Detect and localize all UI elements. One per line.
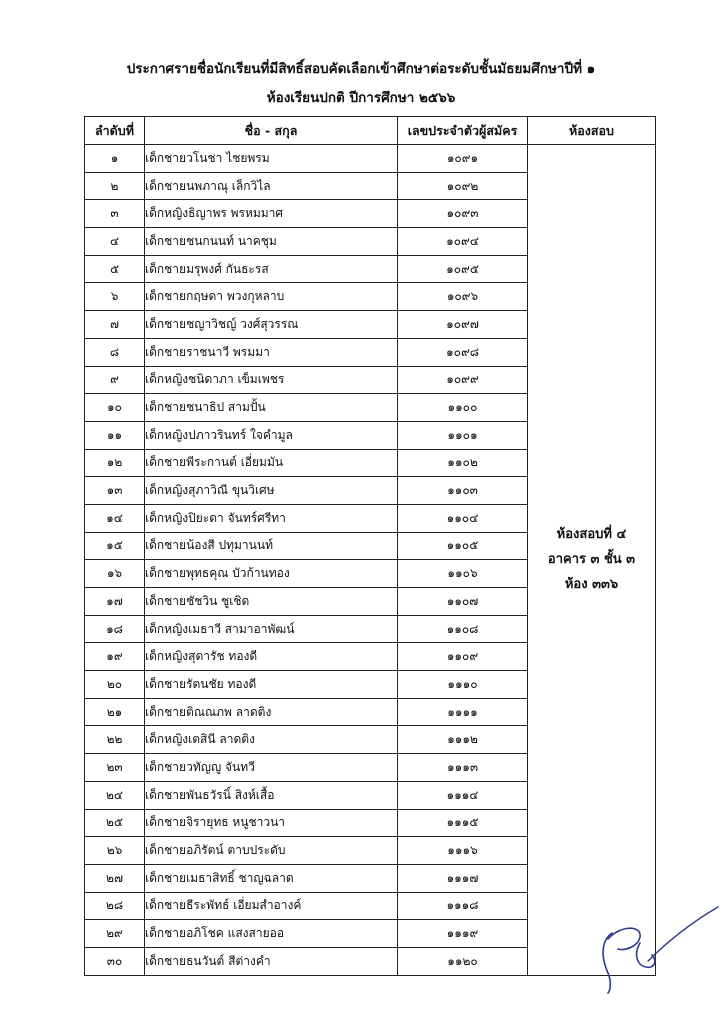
row-order-number: ๘ <box>85 338 145 366</box>
row-order-number: ๒๕ <box>85 809 145 837</box>
row-order-number: ๑๗ <box>85 588 145 616</box>
row-order-number: ๒๓ <box>85 754 145 782</box>
exam-room-cell <box>528 145 656 976</box>
row-applicant-id: ๑๑๑๑ <box>398 698 528 726</box>
row-applicant-id: ๑๑๐๕ <box>398 532 528 560</box>
row-student-name: เด็กชายชญาวิชญ์ วงศ์สุวรรณ <box>145 311 398 339</box>
exam-room-line2: อาคาร ๓ ชั้น ๓ <box>547 552 636 568</box>
row-applicant-id: ๑๑๒๐ <box>398 947 528 975</box>
row-student-name: เด็กหญิงสุภาวิณี ขุนวิเศษ <box>145 477 398 505</box>
row-student-name: เด็กชายน้องสี ปทุมานนท์ <box>145 532 398 560</box>
row-order-number: ๑๓ <box>85 477 145 505</box>
row-applicant-id: ๑๑๐๑ <box>398 421 528 449</box>
row-student-name: เด็กชายเมธาสิทธิ์ ชาญฉลาด <box>145 864 398 892</box>
row-student-name: เด็กชายอภิรัตน์ ตาบประดับ <box>145 837 398 865</box>
row-order-number: ๑ <box>85 145 145 173</box>
row-applicant-id: ๑๐๙๑ <box>398 145 528 173</box>
row-order-number: ๑๐ <box>85 394 145 422</box>
row-applicant-id: ๑๑๑๐ <box>398 671 528 699</box>
row-applicant-id: ๑๑๑๔ <box>398 781 528 809</box>
row-student-name: เด็กหญิงเมธาวี สามาอาพัฒน์ <box>145 615 398 643</box>
row-applicant-id: ๑๑๐๓ <box>398 477 528 505</box>
row-applicant-id: ๑๐๙๗ <box>398 311 528 339</box>
row-applicant-id: ๑๑๑๙ <box>398 920 528 948</box>
row-applicant-id: ๑๐๙๕ <box>398 255 528 283</box>
row-applicant-id: ๑๐๙๔ <box>398 228 528 256</box>
row-applicant-id: ๑๑๑๕ <box>398 809 528 837</box>
row-order-number: ๒๒ <box>85 726 145 754</box>
row-student-name: เด็กชายจิรายุทธ หนูชาวนา <box>145 809 398 837</box>
row-order-number: ๒๐ <box>85 671 145 699</box>
row-applicant-id: ๑๐๙๙ <box>398 366 528 394</box>
row-student-name: เด็กชายอภิโชค แสงสายออ <box>145 920 398 948</box>
row-student-name: เด็กชายธนวันต์ สีต่างคำ <box>145 947 398 975</box>
row-applicant-id: ๑๑๐๒ <box>398 449 528 477</box>
signature <box>590 895 720 995</box>
row-order-number: ๒ <box>85 172 145 200</box>
row-order-number: ๔ <box>85 228 145 256</box>
header-applicant-id: เลขประจำตัวผู้สมัคร <box>398 117 528 145</box>
row-order-number: ๓ <box>85 200 145 228</box>
row-applicant-id: ๑๑๐๐ <box>398 394 528 422</box>
row-student-name: เด็กชายติณณภพ ลาดติง <box>145 698 398 726</box>
row-order-number: ๒๗ <box>85 864 145 892</box>
row-student-name: เด็กชายนพภาณุ เล็กวิไล <box>145 172 398 200</box>
row-student-name: เด็กหญิงปภาวรินทร์ ใจคำมูล <box>145 421 398 449</box>
row-applicant-id: ๑๑๑๒ <box>398 726 528 754</box>
row-applicant-id: ๑๑๐๙ <box>398 643 528 671</box>
header-order: ลำดับที่ <box>85 117 145 145</box>
row-applicant-id: ๑๐๙๓ <box>398 200 528 228</box>
row-student-name: เด็กชายชนาธิป สามปั้น <box>145 394 398 422</box>
header-name: ชื่อ - สกุล <box>145 117 398 145</box>
row-applicant-id: ๑๐๙๖ <box>398 283 528 311</box>
row-student-name: เด็กชายชนกนนท์ นาคชุม <box>145 228 398 256</box>
row-order-number: ๒๖ <box>85 837 145 865</box>
row-student-name: เด็กชายวทัญญู จันทวี <box>145 754 398 782</box>
table-header-row <box>85 117 656 145</box>
table-body <box>85 145 656 976</box>
row-student-name: เด็กชายชัชวิน ชูเชิด <box>145 588 398 616</box>
row-student-name: เด็กชายรัตนชัย ทองดี <box>145 671 398 699</box>
row-order-number: ๖ <box>85 283 145 311</box>
row-student-name: เด็กชายกฤษดา พวงกุหลาบ <box>145 283 398 311</box>
row-order-number: ๑๙ <box>85 643 145 671</box>
row-student-name: เด็กหญิงเตสินี ลาดติง <box>145 726 398 754</box>
row-applicant-id: ๑๑๑๖ <box>398 837 528 865</box>
row-order-number: ๑๕ <box>85 532 145 560</box>
row-order-number: ๑๒ <box>85 449 145 477</box>
document-subtitle: ห้องเรียนปกติ ปีการศึกษา ๒๕๖๖ <box>266 90 456 106</box>
row-order-number: ๒๙ <box>85 920 145 948</box>
row-order-number: ๒๑ <box>85 698 145 726</box>
row-applicant-id: ๑๑๑๘ <box>398 892 528 920</box>
row-order-number: ๒๔ <box>85 781 145 809</box>
row-applicant-id: ๑๐๙๘ <box>398 338 528 366</box>
row-order-number: ๒๘ <box>85 892 145 920</box>
row-order-number: ๑๔ <box>85 504 145 532</box>
row-student-name: เด็กชายพุทธคุณ บัวก้านทอง <box>145 560 398 588</box>
exam-room-line1: ห้องสอบที่ ๔ <box>556 527 627 543</box>
row-applicant-id: ๑๑๐๔ <box>398 504 528 532</box>
row-applicant-id: ๑๑๑๗ <box>398 864 528 892</box>
row-order-number: ๓๐ <box>85 947 145 975</box>
row-order-number: ๙ <box>85 366 145 394</box>
row-student-name: เด็กหญิงชนิดาภา เข็มเพชร <box>145 366 398 394</box>
table-row <box>85 145 656 173</box>
exam-room-line3: ห้อง ๓๓๖ <box>564 577 619 593</box>
row-student-name: เด็กชายธีระพัทธ์ เอี่ยมสำอางค์ <box>145 892 398 920</box>
row-order-number: ๑๘ <box>85 615 145 643</box>
row-order-number: ๑๖ <box>85 560 145 588</box>
row-applicant-id: ๑๑๐๖ <box>398 560 528 588</box>
row-order-number: ๑๑ <box>85 421 145 449</box>
header-exam-room: ห้องสอบ <box>528 117 656 145</box>
row-order-number: ๕ <box>85 255 145 283</box>
row-student-name: เด็กชายราชนาวี พรมมา <box>145 338 398 366</box>
row-applicant-id: ๑๑๑๓ <box>398 754 528 782</box>
row-order-number: ๗ <box>85 311 145 339</box>
document-title: ประกาศรายชื่อนักเรียนที่มีสิทธิ์สอบคัดเลือกเข้าศึกษาต่อระดับชั้นมัธยมศึกษาปีที่ ๑ <box>126 61 596 77</box>
row-student-name: เด็กหญิงธิญาพร พรหมมาศ <box>145 200 398 228</box>
row-student-name: เด็กชายวโนชา ไชยพรม <box>145 145 398 173</box>
row-student-name: เด็กชายพีระกานต์ เอี่ยมมัน <box>145 449 398 477</box>
row-student-name: เด็กชายพันธวัรนิ์ สิงห์เสื้อ <box>145 781 398 809</box>
row-applicant-id: ๑๑๐๘ <box>398 615 528 643</box>
student-roster-table <box>84 116 656 976</box>
row-student-name: เด็กหญิงสุดารัช ทองดี <box>145 643 398 671</box>
row-applicant-id: ๑๐๙๒ <box>398 172 528 200</box>
row-student-name: เด็กหญิงปิยะดา จันทร์ศรีทา <box>145 504 398 532</box>
row-applicant-id: ๑๑๐๗ <box>398 588 528 616</box>
row-student-name: เด็กชายมรุพงศ์ กันธะรส <box>145 255 398 283</box>
